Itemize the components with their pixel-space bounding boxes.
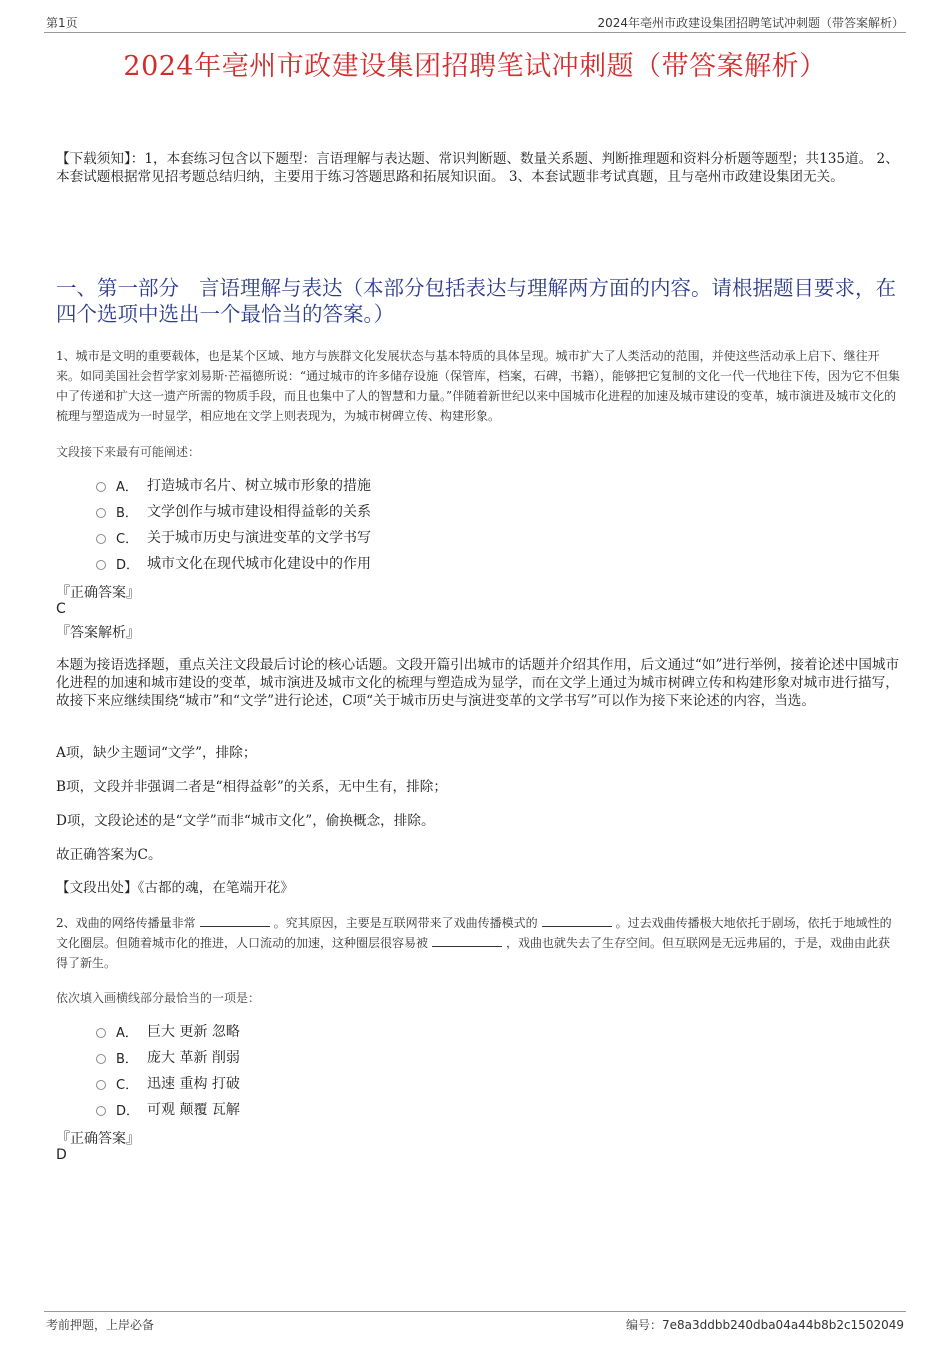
- footer-slogan: 考前押题，上岸必备: [46, 1318, 155, 1332]
- blank-2: [542, 914, 612, 927]
- q1-passage: 1、城市是文明的重要载体，也是某个区域、地方与族群文化发展状态与基本特质的具体呈现。城市扩大了人类活动的范围，并使这些活动承上启下、继往开来。如同美国社会哲学家刘易斯·芒福德所说：“通过城市的许多储存设施（保管库，档案，石碑，书籍），能够把它复制的文化一代一代地往下传，因为它不但集中了传递和扩大这一遗产所需的物质手段，而且也集中了人的智慧和力量。”伴随着新世纪以来中国城市化进程的加速及城市建设的变革，城市演进及城市文化的梳理与塑造成为一时显学，相应地在文学上则表现为，为城市树碑立传、构建形象。: [56, 349, 900, 423]
- radio-icon[interactable]: [96, 1106, 106, 1116]
- radio-icon[interactable]: [96, 1080, 106, 1090]
- radio-icon[interactable]: [96, 508, 106, 518]
- q1-answer-label: 『正确答案』: [56, 585, 140, 601]
- radio-icon[interactable]: [96, 534, 106, 544]
- document-title: 2024年亳州市政建设集团招聘笔试冲刺题（带答案解析）: [123, 51, 827, 82]
- q1-analysis-label: 『答案解析』: [56, 625, 140, 641]
- q2-prompt: 依次填入画横线部分最恰当的一项是：: [56, 991, 261, 1005]
- radio-icon[interactable]: [96, 1028, 106, 1038]
- q2-option-c[interactable]: C． 迅速 重构 打破: [96, 1072, 240, 1094]
- radio-icon[interactable]: [96, 1054, 106, 1064]
- q2-answer-label: 『正确答案』: [56, 1131, 140, 1147]
- q1-option-b[interactable]: B． 文学创作与城市建设相得益彰的关系: [96, 500, 371, 522]
- page-number: 第1页: [46, 16, 78, 30]
- header-divider: [44, 32, 906, 33]
- blank-1: [200, 914, 270, 927]
- blank-3: [432, 934, 502, 947]
- q1-exp-b: B项，文段并非强调二者是“相得益彰”的关系，无中生有，排除；: [56, 779, 447, 795]
- q1-exp-a: A项，缺少主题词“文学”，排除；: [56, 745, 257, 761]
- q2-option-b[interactable]: B． 庞大 革新 削弱: [96, 1046, 240, 1068]
- q1-option-c[interactable]: C． 关于城市历史与演进变革的文学书写: [96, 526, 371, 548]
- q1-prompt: 文段接下来最有可能阐述：: [56, 445, 201, 459]
- footer-divider: [44, 1311, 906, 1312]
- q2-passage: 2、戏曲的网络传播量非常 。究其原因，主要是互联网带来了戏曲传播模式的 。过去戏曲传播极大地依托于剧场，依托于地域性的文化圈层。但随着城市化的推进，人口流动的加速，这种圈层很容易被 ，戏曲也就失去了生存空间。但互联网是无远弗届的，于是，戏曲由此获得了新生。: [56, 916, 892, 970]
- section-heading: [56, 275, 901, 327]
- q2-option-a[interactable]: A． 巨大 更新 忽略: [96, 1020, 240, 1042]
- q1-answer: C: [56, 601, 66, 617]
- radio-icon[interactable]: [96, 560, 106, 570]
- q1-option-d[interactable]: D． 城市文化在现代城市化建设中的作用: [96, 552, 371, 574]
- q1-option-a[interactable]: A． 打造城市名片、树立城市形象的措施: [96, 474, 371, 496]
- footer-code: 编号：7e8a3ddbb240dba04a44b8b2c1502049: [625, 1318, 904, 1332]
- section-text: 言语理解与表达（本部分包括表达与理解两方面的内容。请根据题目要求，在四个选项中选出一个最恰当的答案。）: [56, 276, 896, 326]
- q1-source: 【文段出处】《古都的魂，在笔端开花》: [56, 880, 294, 896]
- q1-analysis: 本题为接语选择题，重点关注文段最后讨论的核心话题。文段开篇引出城市的话题并介绍其作用，后文通过“如”进行举例，接着论述中国城市化进程的加速和城市建设的变革，城市演进及城市文化的梳理与塑造成为显学，而在文学上通过为城市树碑立传和构建形象对城市进行描写，故接下来应继续围绕“城市”和“文学”进行论述，C项“关于城市历史与演进变革的文学书写”可以作为接下来论述的内容，当选。: [56, 657, 900, 709]
- q1-conclusion: 故正确答案为C。: [56, 847, 162, 863]
- download-notice: 【下载须知】：1，本套练习包含以下题型：言语理解与表达题、常识判断题、数量关系题、判断推理题和资料分析题等题型；共135道。 2、本套试题根据常见招考题总结归纳，主要用于练习答题思路和拓展知识面。 3、本套试题非考试真题，且与亳州市政建设集团无关。: [56, 151, 899, 185]
- q2-answer: D: [56, 1147, 67, 1163]
- section-number: 一、第一部分: [56, 276, 179, 300]
- radio-icon[interactable]: [96, 482, 106, 492]
- q2-option-d[interactable]: D． 可观 颠覆 瓦解: [96, 1098, 240, 1120]
- q1-exp-d: D项，文段论述的是“文学”而非“城市文化”，偷换概念，排除。: [56, 813, 435, 829]
- header-doc-title: 2024年亳州市政建设集团招聘笔试冲刺题（带答案解析）: [597, 16, 904, 30]
